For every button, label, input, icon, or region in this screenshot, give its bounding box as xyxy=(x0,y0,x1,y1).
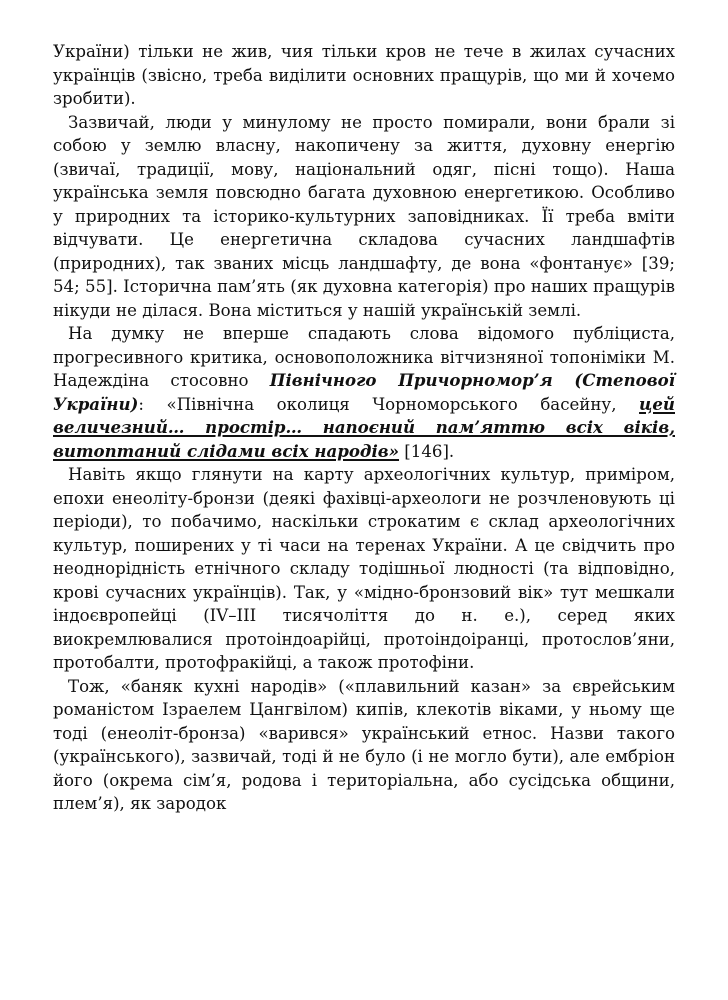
paragraph-5: Тож, «баняк кухні народів» («плавильний казан» за єврейським романістом Ізраелем Цангвілом) кипів, клекотів віками, у ньому ще тоді (енеоліт-бронза) «варився» український етнос. Назви такого (українського), зазвичай, тоді й не було (і не могло бути), але ембріон його (окрема сім’я, родова і територіальна, або сусідська общини, плем’я), як зародок xyxy=(53,676,675,813)
paragraph-3-text-c: [146]. xyxy=(399,441,455,461)
paragraph-3 xyxy=(53,322,675,463)
paragraph-3-text-a: На думку не вперше спадають слова відомого публіциста, прогресивного критика, основоположника вітчизняної топоніміки М. Надеждіна стосовно xyxy=(53,324,675,390)
document-page xyxy=(53,40,675,816)
paragraph-4: Навіть якщо глянути на карту археологічних культур, приміром, епохи енеоліту-бронзи (деякі фахівці-археологи не розчленовують ці періоди), то побачимо, наскільки строкатим є склад археологічних культур, поширених у ті часи на теренах України. А це свідчить про неоднорідність етнічного складу тодішньої людності (та відповідно, крові сучасних українців). Так, у «мідно-бронзовий вік» тут мешкали індоєвропейці (IV–III тисячоліття до н. е.), серед яких виокремлювалися протоіндоарійці, протоіндоіранці, протослов’яни, протобалти, протофракійці, а також протофіни. xyxy=(53,465,675,672)
emphasis-region-name: Північного Причорномор’я (Степової України) xyxy=(53,370,675,414)
paragraph-3-text-b: : «Північна околиця Чорноморського басейну, xyxy=(138,394,640,414)
paragraph-2: Зазвичай, люди у минулому не просто помирали, вони брали зі собою у землю власну, накопичену за життя, духовну енергію (звичаї, традиції, мову, національний одяг, пісні тощо). Наша українська земля повсюдно багата духовною енергетикою. Особливо у природних та історико-культурних заповідниках. Її треба вміти відчувати. Це енергетична складова сучасних ландшафтів (природних), так званих місць ландшафту, де вона «фонтанує» [39; 54; 55]. Історична пам’ять (як духовна категорія) про наших пращурів нікуди не ділася. Вона міститься у нашій українській землі. xyxy=(53,112,675,320)
emphasis-quote: цей величезний… простір… напоєний пам’яттю всіх віків, витоптаний слідами всіх народів» xyxy=(53,393,675,461)
paragraph-1: України) тільки не жив, чия тільки кров не тече в жилах сучасних українців (звісно, треба виділити основних пращурів, що ми й хочемо зробити). xyxy=(53,42,675,108)
